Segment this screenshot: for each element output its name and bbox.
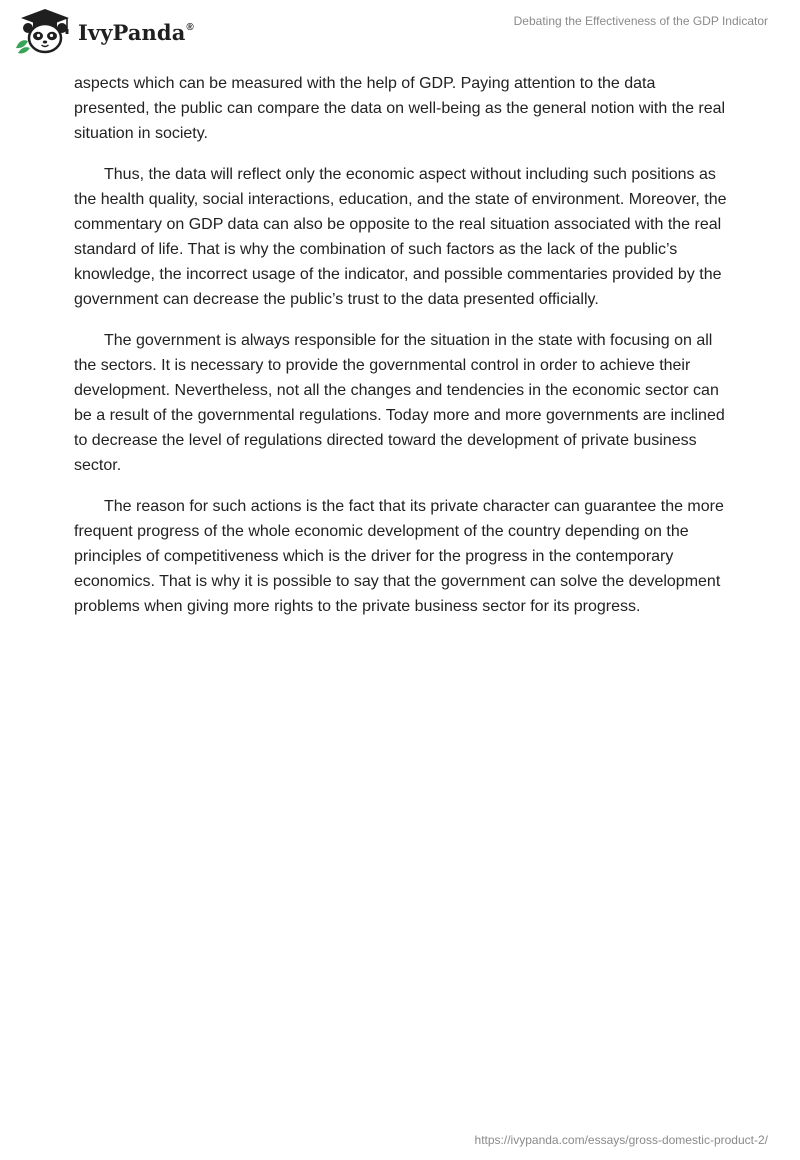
brand-logo[interactable] [14, 8, 194, 54]
paragraph: The reason for such actions is the fact that its private character can guarantee the more frequent progress of the whole economic development of the country depending on the principles of competitiveness which is the driver for the progress in the contemporary economics. That is why it is possible to say that the government can solve the development problems when giving more rights to the private business sector for its progress. [74, 498, 724, 615]
essay-body [74, 71, 730, 635]
paragraph: aspects which can be measured with the help of GDP. Paying attention to the data presented, the public can compare the data on well-being as the general notion with the real situation in society. [74, 75, 726, 142]
brand-name: IvyPanda® [78, 19, 194, 45]
panda-graduate-icon [14, 8, 76, 54]
registered-mark: ® [186, 21, 194, 33]
page-header [0, 0, 800, 64]
paragraph: Thus, the data will reflect only the economic aspect without including such positions as the health quality, social interactions, education, and the state of environment. Moreover, the commentary on GDP data can also be opposite to the real situation associated with the real standard of life. That is why the combination of such factors as the lack of the public’s knowledge, the incorrect usage of the indicator, and possible commentaries provided by the government can decrease the public’s trust to the data presented officially. [74, 166, 727, 308]
paragraph: The government is always responsible for the situation in the state with focusing on all the sectors. It is necessary to provide the governmental control in order to achieve their development. Nevertheless, not all the changes and tendencies in the economic sector can be a result of the governmental regulations. Today more and more governments are inclined to decrease the level of regulations directed toward the development of private business sector. [74, 332, 725, 474]
source-url[interactable]: https://ivypanda.com/essays/gross-domestic-product-2/ [474, 1133, 768, 1147]
document-title: Debating the Effectiveness of the GDP Indicator [513, 14, 768, 28]
